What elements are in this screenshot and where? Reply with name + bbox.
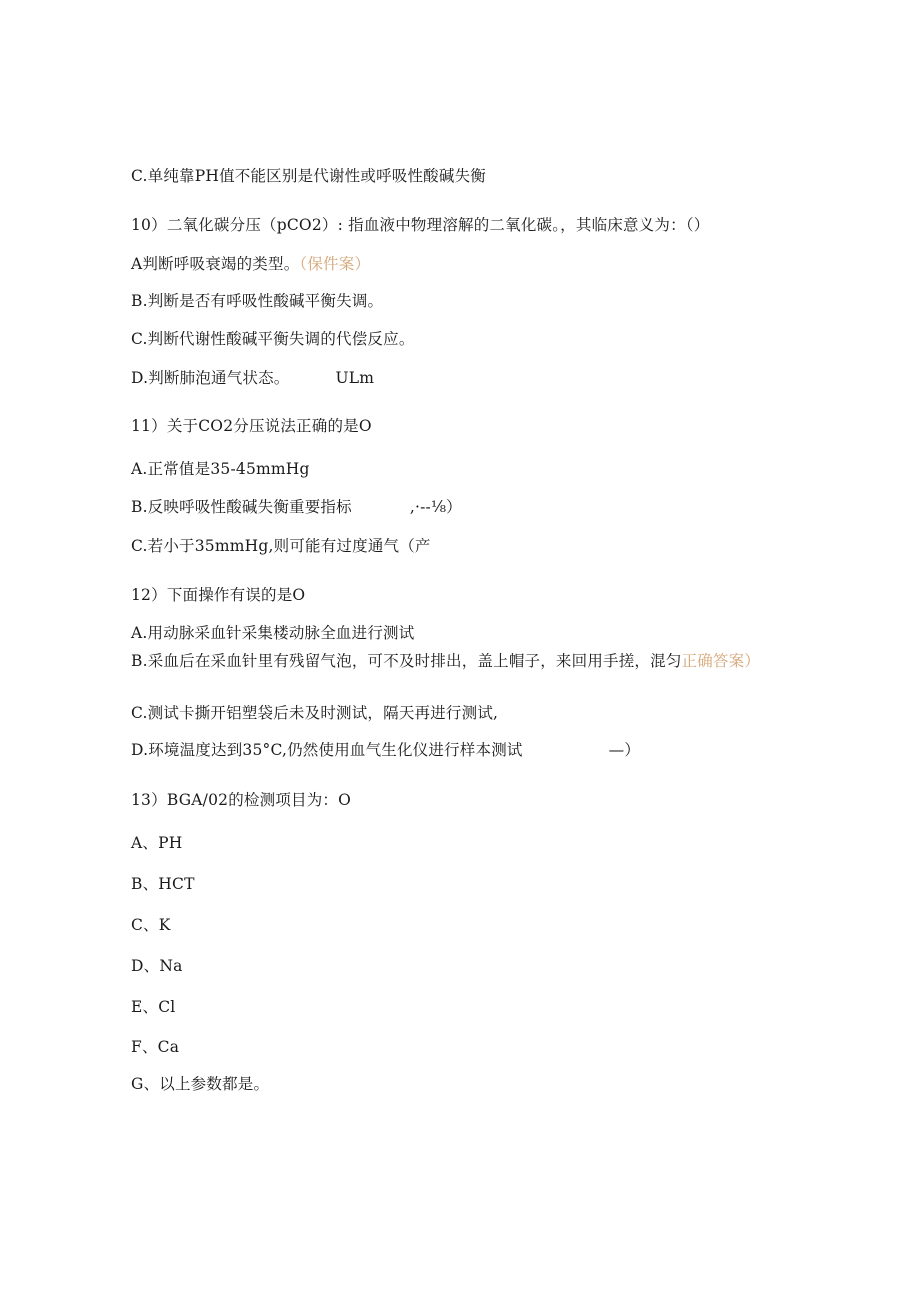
q11-option-b — [131, 496, 462, 518]
q11-option-a: A.正常值是35-45mmHg — [131, 460, 310, 478]
q10-option-a-answer: （保件案） — [299, 255, 371, 273]
q13-option: F、Ca — [131, 1038, 180, 1056]
q12-option-b — [131, 650, 781, 672]
q13-stem: 13）BGA/02的检测项目为：O — [131, 791, 352, 809]
q13-option: C、K — [131, 916, 171, 934]
q9-option-c: C.单纯靠PH值不能区别是代谢性或呼吸性酸碱失衡 — [131, 167, 486, 185]
q12-option-d-text: D.环境温度达到35°C,仍然使用血气生化仪进行样本测试 — [131, 741, 523, 759]
q11-option-c: C.若小于35mmHg,则可能有过度通气（产 — [131, 537, 431, 555]
q13-option: B、HCT — [131, 875, 195, 893]
q10-option-d — [131, 367, 374, 389]
q13-option: D、Na — [131, 957, 183, 975]
q12-option-a: A.用动脉采血针采集楼动脉全血进行测试 — [131, 624, 415, 642]
q10-option-d-text: D.判断肺泡通气状态。 — [131, 369, 290, 387]
q10-option-d-noise: ULm — [335, 369, 375, 387]
q11-stem: 11）关于CO2分压说法正确的是O — [131, 417, 372, 435]
q12-option-c: C.测试卡撕开铝塑袋后未及时测试，隔天再进行测试, — [131, 704, 499, 722]
q11-option-b-text: B.反映呼吸性酸碱失衡重要指标 — [131, 498, 352, 516]
q12-option-d-noise: —） — [608, 741, 641, 759]
q10-option-a-text: A判断呼吸衰竭的类型。 — [131, 255, 300, 273]
q10-option-a — [131, 253, 370, 275]
q12-stem: 12）下面操作有误的是O — [131, 586, 306, 604]
q11-option-b-noise: ,·--⅛） — [409, 498, 462, 516]
q10-stem: 10）二氧化碳分压（pCO2）: 指血液中物理溶解的二氧化碳。，其临床意义为：（） — [131, 216, 710, 234]
q13-option: G、以上参数都是。 — [131, 1075, 270, 1093]
q12-option-b-answer: 正确答案） — [681, 652, 761, 670]
q13-option: A、PH — [131, 834, 183, 852]
q10-option-c: C.判断代谢性酸碱平衡失调的代偿反应。 — [131, 330, 415, 348]
q12-option-b-text: B.采血后在采血针里有残留气泡，可不及时排出，盖上帽子，来回用手搓，混匀 — [131, 652, 682, 670]
q12-option-d — [131, 739, 640, 761]
q13-option: E、Cl — [131, 998, 176, 1016]
q10-option-b: B.判断是否有呼吸性酸碱平衡失调。 — [131, 292, 384, 310]
